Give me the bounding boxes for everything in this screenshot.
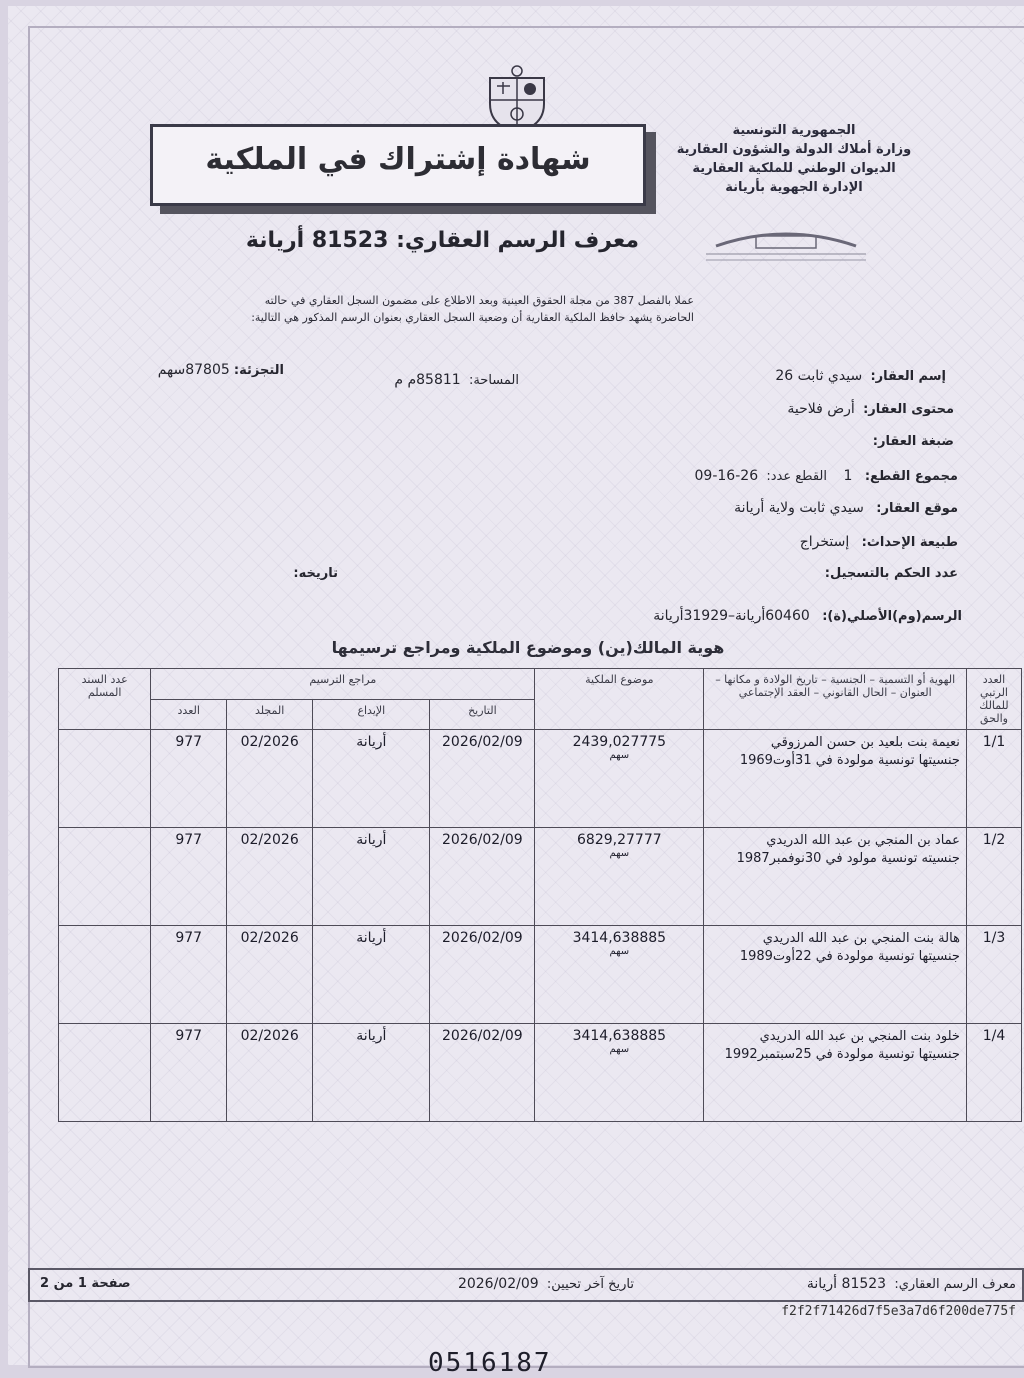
footer-update-value: 2026/02/09 <box>457 1276 539 1292</box>
volume-cell: 02/2026 <box>227 1024 313 1122</box>
field-creation <box>800 534 958 550</box>
field-subdivision <box>158 362 284 378</box>
share-unit: سهم <box>609 848 630 859</box>
field-area <box>394 372 519 388</box>
field-judgment <box>825 566 958 581</box>
deposit-cell: أريانة <box>313 926 430 1024</box>
delivered-cell <box>59 1024 151 1122</box>
header-directorate: الإدارة الجهوية بأريانة <box>725 180 863 195</box>
original-title-label: الرسم(وم)الأصلي(ة): <box>822 609 962 624</box>
field-property-form <box>873 434 954 449</box>
date-cell: 2026/02/09 <box>430 730 535 828</box>
date-cell: 2026/02/09 <box>430 1024 535 1122</box>
document-page <box>8 6 1024 1378</box>
number-cell: 977 <box>151 1024 227 1122</box>
rank-cell: 1/2 <box>966 828 1021 926</box>
deposit-cell: أريانة <box>313 730 430 828</box>
certificate-title: شهادة إشتراك في الملكية <box>205 142 591 177</box>
delivered-cell <box>59 730 151 828</box>
content-value: أرض فلاحية <box>787 401 855 417</box>
delivered-cell <box>59 926 151 1024</box>
page-footer <box>28 1268 1024 1302</box>
footer-update-label: تاريخ آخر تحيين: <box>546 1277 634 1292</box>
owner-details: جنسيتها تونسية مولودة في 25سبتمبر1992 <box>724 1047 960 1062</box>
cut-value: 26-16-09 <box>694 468 759 484</box>
owner-details: جنسيته تونسية مولود في 30نوفمبر1987 <box>736 851 960 866</box>
location-value: سيدي ثابت ولاية أريانة <box>734 500 864 516</box>
subdivision-value: 87805سهم <box>157 362 230 378</box>
share-value: 3414,638885 <box>572 930 667 946</box>
area-label: المساحة: <box>468 373 519 388</box>
share-unit: سهم <box>609 946 630 957</box>
header-number: العدد <box>151 699 227 730</box>
share-value: 2439,027775 <box>572 734 667 750</box>
creation-value: إستخراج <box>799 534 850 550</box>
judgment-date-label: تاريخه: <box>293 566 338 581</box>
table-row <box>59 926 1022 1024</box>
owner-name: هالة بنت المنجي بن عبد الله الدريدي <box>762 931 960 946</box>
parcels-label: مجموع القطع: <box>864 469 958 484</box>
certificate-title-box <box>150 124 646 206</box>
share-cell <box>535 926 704 1024</box>
header-republic: الجمهورية التونسية <box>732 123 856 138</box>
owners-table-body <box>59 730 1022 1122</box>
page-number: صفحة 1 من 2 <box>40 1276 131 1291</box>
serial-number: 0516187 <box>428 1348 552 1378</box>
field-judgment-date <box>293 566 338 581</box>
volume-cell: 02/2026 <box>227 730 313 828</box>
owner-cell <box>704 926 967 1024</box>
deposit-cell: أريانة <box>313 1024 430 1122</box>
owner-name: نعيمة بنت بلعيد بن حسن المرزوقي <box>770 735 960 750</box>
content-label: محتوى العقار: <box>863 402 954 417</box>
share-value: 3414,638885 <box>572 1028 667 1044</box>
area-value: 85811م م <box>394 372 461 388</box>
volume-cell: 02/2026 <box>227 926 313 1024</box>
share-cell <box>535 730 704 828</box>
location-label: موقع العقار: <box>876 501 958 516</box>
property-reference <box>246 228 639 253</box>
share-unit: سهم <box>609 1044 630 1055</box>
field-property-content <box>787 401 954 417</box>
owner-cell <box>704 828 967 926</box>
reference-label: معرف الرسم العقاري: <box>396 228 639 253</box>
number-cell: 977 <box>151 730 227 828</box>
original-title-value: 60460أريانة–31929أريانة <box>653 608 810 624</box>
footer-reference <box>807 1276 1016 1292</box>
owner-cell <box>704 1024 967 1122</box>
field-property-name <box>775 368 946 384</box>
header-volume: المجلد <box>227 699 313 730</box>
table-row <box>59 828 1022 926</box>
parcels-value: 1 <box>843 468 853 484</box>
delivered-cell <box>59 828 151 926</box>
header-identity: الهوية أو التسمية – الجنسية – تاريخ الولادة و مكانها – العنوان – الحال القانوني – العقد الإجتماعي <box>704 669 967 730</box>
footer-ref-value: 81523 أريانة <box>806 1276 887 1292</box>
owners-table <box>58 668 1022 1122</box>
field-original-title <box>653 608 962 624</box>
owner-name: عماد بن المنجي بن عبد الله الدريدي <box>766 833 960 848</box>
header-refs: مراجع الترسيم <box>151 669 535 700</box>
subdivision-label: التجزئة: <box>233 363 284 378</box>
owner-name: خلود بنت المنجي بن عبد الله الدريدي <box>759 1029 960 1044</box>
owners-section-title: هوية المالك(ين) وموضوع الملكية ومراجع ترسيمها <box>331 638 725 657</box>
creation-label: طبيعة الإحداث: <box>861 535 958 550</box>
volume-cell: 02/2026 <box>227 828 313 926</box>
header-subject: موضوع الملكية <box>535 669 704 730</box>
owner-cell <box>704 730 967 828</box>
judgment-label: عدد الحكم بالتسجيل: <box>824 566 958 581</box>
share-unit: سهم <box>609 750 630 761</box>
field-parcels <box>695 468 959 484</box>
owner-details: جنسيتها تونسية مولودة في 22أوت1989 <box>739 949 960 964</box>
header-rank: العدد الرتبي للمالك والحق <box>966 669 1021 730</box>
header-deposit: الإيداع <box>313 699 430 730</box>
rank-cell: 1/3 <box>966 926 1021 1024</box>
cut-label: القطع عدد: <box>766 469 827 484</box>
rank-cell: 1/1 <box>966 730 1021 828</box>
share-cell <box>535 1024 704 1122</box>
footer-ref-label: معرف الرسم العقاري: <box>894 1277 1016 1292</box>
property-name-label: إسم العقار: <box>870 369 946 384</box>
intro-paragraph: عملا بالفصل 387 من مجلة الحقوق العينية وبعد الاطلاع على مضمون السجل العقاري في حالته الحاضرة يشهد حافظ الملكية العقارية أن وضعية السجل العقاري بعنوان الرسم المذكور هي التالية: <box>251 294 694 324</box>
header-date: التاريخ <box>430 699 535 730</box>
number-cell: 977 <box>151 926 227 1024</box>
header-office: الديوان الوطني للملكية العقارية <box>692 161 896 176</box>
rank-cell: 1/4 <box>966 1024 1021 1122</box>
office-logo-icon <box>696 214 876 270</box>
number-cell: 977 <box>151 828 227 926</box>
share-value: 6829,27777 <box>577 832 662 848</box>
verification-code: f2f2f71426d7f5e3a7d6f200de775f <box>781 1304 1016 1319</box>
form-label: ضبغة العقار: <box>872 434 954 449</box>
owner-details: جنسيتها تونسية مولودة في 31أوت1969 <box>739 753 960 768</box>
date-cell: 2026/02/09 <box>430 926 535 1024</box>
table-row <box>59 1024 1022 1122</box>
table-row <box>59 730 1022 828</box>
footer-update <box>458 1276 634 1292</box>
field-location <box>734 500 958 516</box>
reference-value: 81523 أريانة <box>245 228 389 253</box>
deposit-cell: أريانة <box>313 828 430 926</box>
header-delivered: عدد السند المسلم <box>59 669 151 730</box>
date-cell: 2026/02/09 <box>430 828 535 926</box>
issuer-header <box>644 121 944 197</box>
share-cell <box>535 828 704 926</box>
property-name-value: سيدي ثابت 26 <box>775 368 863 384</box>
header-ministry: وزارة أملاك الدولة والشؤون العقارية <box>676 142 912 157</box>
